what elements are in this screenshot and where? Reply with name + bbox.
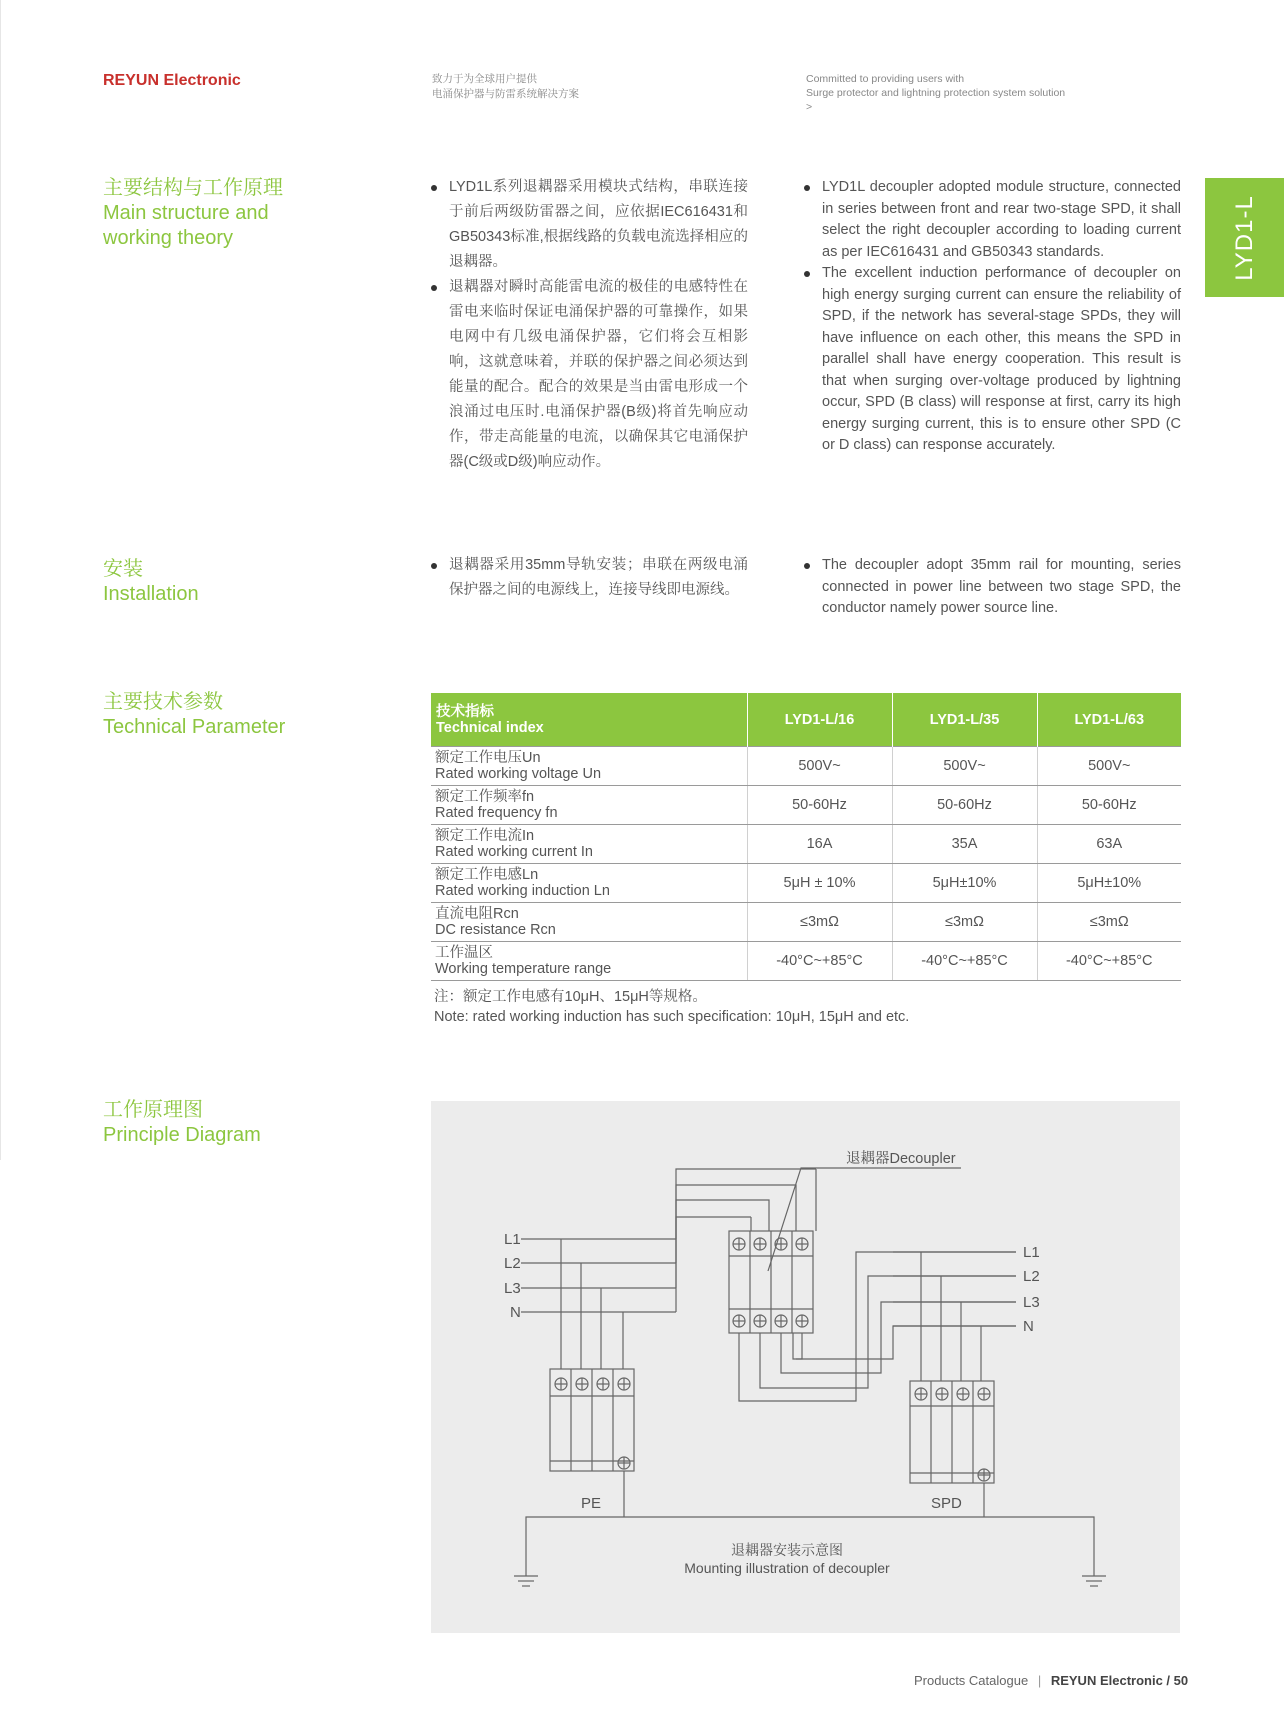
- param-value: 500V~: [892, 747, 1037, 786]
- diagram-title-cn: 工作原理图: [103, 1099, 203, 1121]
- side-tab-label: LYD1-L: [1230, 194, 1258, 281]
- param-value: 50-60Hz: [1037, 786, 1181, 825]
- installation-title-en: Installation: [103, 583, 199, 605]
- param-name-en: Working temperature range: [435, 961, 612, 977]
- note-en: Note: rated working induction has such specification: 10μH, 15μH and etc.: [434, 1009, 910, 1025]
- structure-text-cn: [431, 175, 748, 475]
- diagram-title-en: Principle Diagram: [103, 1124, 261, 1146]
- param-value: 5μH±10%: [892, 864, 1037, 903]
- pe-label: PE: [581, 1495, 602, 1512]
- param-value: 5μH±10%: [1037, 864, 1181, 903]
- param-value: 63A: [1037, 825, 1181, 864]
- right-line-label: L1: [1023, 1244, 1040, 1261]
- param-name-cn: 额定工作电流In: [435, 828, 535, 844]
- param-value: 50-60Hz: [892, 786, 1037, 825]
- footer-catalogue: Products Catalogue: [914, 1673, 1029, 1688]
- decoupler-module: [729, 1231, 813, 1333]
- table-row: [431, 786, 1181, 825]
- param-value: ≤3mΩ: [747, 903, 892, 942]
- installation-cn-bullet: 退耦器采用35mm导轨安装；串联在两级电涌保护器之间的电源线上，连接导线即电源线。: [431, 553, 748, 603]
- installation-title-cn: 安装: [103, 558, 143, 580]
- param-value: 35A: [892, 825, 1037, 864]
- technical-title-cn: 主要技术参数: [103, 691, 223, 713]
- param-value: -40°C~+85°C: [1037, 942, 1181, 981]
- right-line-label: L3: [1023, 1294, 1040, 1311]
- structure-title-cn: 主要结构与工作原理: [103, 177, 283, 199]
- tagline-cn-line1: 致力于为全球用户提供: [432, 73, 537, 85]
- structure-cn-bullet: 退耦器对瞬时高能雷电流的极佳的电感特性在雷电来临时保证电涌保护器的可靠操作，如果电网中有几级电涌保护器，它们将会互相影响，这就意味着，并联的保护器之间必须达到能量的配合。配合的效果是当由雷电形成一个浪涌过电压时.电涌保护器(B级)将首先响应动作，带走高能量的电流，以确保其它电涌保护器(C级或D级)响应动作。: [431, 275, 748, 475]
- param-name-en: DC resistance Rcn: [435, 922, 556, 938]
- installation-text-en: [804, 555, 1181, 620]
- header-index-en: Technical index: [436, 719, 544, 736]
- tagline-en-arrow: >: [806, 101, 813, 113]
- header-index-cn: 技术指标: [436, 703, 494, 720]
- table-header-row: [431, 693, 1181, 747]
- param-name-cn: 额定工作电感Ln: [435, 867, 539, 883]
- param-value: -40°C~+85°C: [747, 942, 892, 981]
- table-note: [434, 987, 909, 1027]
- decoupler-label: 退耦器Decoupler: [846, 1151, 956, 1167]
- left-line-label: N: [510, 1304, 521, 1321]
- param-value: ≤3mΩ: [1037, 903, 1181, 942]
- table-row: [431, 942, 1181, 981]
- table-header-model: LYD1-L/16: [747, 693, 892, 747]
- brand-name: REYUN Electronic: [103, 72, 241, 89]
- section-title-technical: [103, 690, 285, 740]
- left-spd-drops: [561, 1239, 623, 1369]
- note-cn: 注：额定工作电感有10μH、15μH等规格。: [434, 989, 707, 1005]
- table-header-index: [431, 693, 747, 747]
- ground-icon: [1082, 1576, 1106, 1586]
- param-name-en: Rated working induction Ln: [435, 883, 610, 899]
- left-spd-module: [550, 1369, 634, 1471]
- installation-en-bullet: The decoupler adopt 35mm rail for mounting, series connected in power line between two stage SPD, the conductor namely power source line.: [804, 555, 1181, 620]
- table-row: [431, 864, 1181, 903]
- installation-text-cn: [431, 553, 748, 603]
- param-value: -40°C~+85°C: [892, 942, 1037, 981]
- structure-text-en: [804, 177, 1181, 457]
- right-bus-lines: [893, 1252, 1016, 1326]
- left-bus-lines: [521, 1239, 676, 1312]
- page-left-rule: [0, 0, 1, 1160]
- table-header-model: LYD1-L/63: [1037, 693, 1181, 747]
- left-line-label: L3: [504, 1280, 521, 1297]
- param-name: [431, 903, 747, 942]
- product-side-tab: [1205, 178, 1284, 297]
- section-title-structure: [103, 176, 283, 251]
- param-name-cn: 工作温区: [435, 945, 493, 961]
- footer-separator: |: [1037, 1673, 1042, 1688]
- param-name-cn: 直流电阻Rcn: [435, 906, 519, 922]
- tagline-cn: [432, 72, 579, 102]
- tagline-en: [806, 72, 1065, 114]
- technical-title-en: Technical Parameter: [103, 716, 286, 738]
- technical-parameter-table: [431, 693, 1181, 981]
- right-spd-drops: [921, 1252, 981, 1381]
- table-row: [431, 903, 1181, 942]
- spd-label: SPD: [931, 1495, 962, 1512]
- wiring-diagram-svg: [431, 1101, 1180, 1633]
- table-row: [431, 747, 1181, 786]
- page-footer: [914, 1673, 1188, 1688]
- principle-diagram: [431, 1101, 1180, 1633]
- diagram-caption-en: Mounting illustration of decoupler: [684, 1560, 890, 1576]
- param-value: 5μH ± 10%: [747, 864, 892, 903]
- section-title-installation: [103, 557, 199, 607]
- tagline-en-line2: Surge protector and lightning protection system solution: [806, 87, 1066, 99]
- param-name: [431, 864, 747, 903]
- structure-en-bullet: LYD1L decoupler adopted module structure, connected in series between front and rear two-stage SPD, it shall select the right decoupler according to loading current as per IEC616431 and GB50343 standards.: [804, 177, 1181, 263]
- tagline-cn-line2: 电涌保护器与防雷系统解决方案: [432, 88, 579, 100]
- param-name: [431, 825, 747, 864]
- right-line-label: L2: [1023, 1268, 1040, 1285]
- footer-brand-page: REYUN Electronic / 50: [1050, 1673, 1189, 1688]
- param-name: [431, 942, 747, 981]
- structure-title-en-2: working theory: [103, 227, 234, 249]
- structure-cn-bullet: LYD1L系列退耦器采用模块式结构，串联连接于前后两级防雷器之间，应依据IEC616431和GB50343标准,根据线路的负载电流选择相应的退耦器。: [431, 175, 748, 275]
- param-value: 500V~: [1037, 747, 1181, 786]
- param-value: ≤3mΩ: [892, 903, 1037, 942]
- table-row: [431, 825, 1181, 864]
- param-name: [431, 786, 747, 825]
- param-value: 500V~: [747, 747, 892, 786]
- left-line-label: L1: [504, 1231, 521, 1248]
- param-name: [431, 747, 747, 786]
- param-name-en: Rated working voltage Un: [435, 766, 602, 782]
- left-line-label: L2: [504, 1255, 521, 1272]
- param-value: 50-60Hz: [747, 786, 892, 825]
- param-name-cn: 额定工作电压Un: [435, 750, 541, 766]
- param-name-en: Rated frequency fn: [435, 805, 558, 821]
- ground-icon: [514, 1576, 538, 1586]
- structure-en-bullet: The excellent induction performance of decoupler on high energy surging current can ensure the reliability of SPD, if the network has several-stage SPDs, they will have influence on each other, this means the SPD in parallel shall have energy cooperation. This result is that when surging over-voltage produced by lightning occur, SPD (B class) will response at first, carry its high energy surging current, this is to ensure other SPD (C or D class) can response accurately.: [804, 263, 1181, 457]
- param-name-en: Rated working current In: [435, 844, 593, 860]
- right-spd-module: [910, 1381, 994, 1483]
- table-header-model: LYD1-L/35: [892, 693, 1037, 747]
- param-value: 16A: [747, 825, 892, 864]
- diagram-caption-cn: 退耦器安装示意图: [731, 1542, 843, 1558]
- tagline-en-line1: Committed to providing users with: [806, 73, 965, 85]
- right-line-label: N: [1023, 1318, 1034, 1335]
- param-name-cn: 额定工作频率fn: [435, 789, 535, 805]
- structure-title-en-1: Main structure and: [103, 202, 269, 224]
- section-title-diagram: [103, 1098, 261, 1148]
